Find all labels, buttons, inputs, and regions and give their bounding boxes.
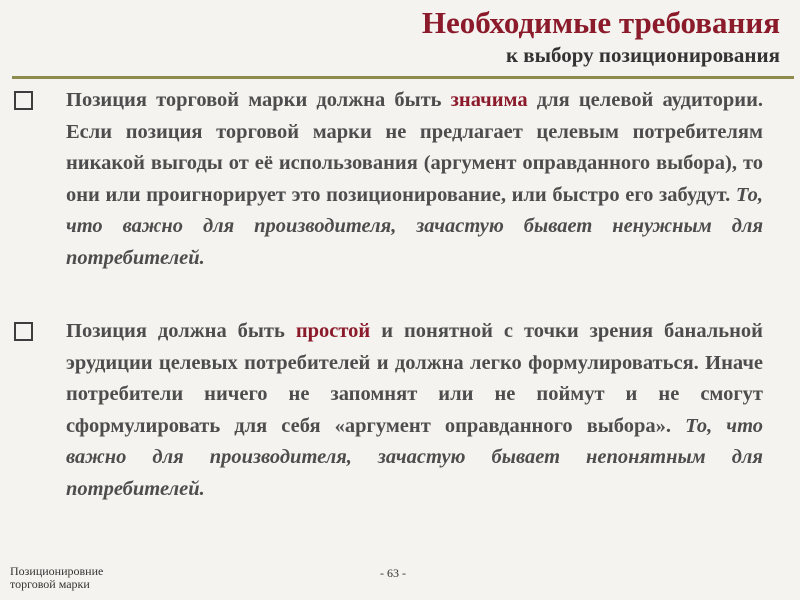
bullet-text: Позиция торговой марки должна быть: [66, 89, 451, 111]
bullet-text: Позиция должна быть: [66, 320, 296, 342]
checkbox-bullet-icon: [14, 91, 33, 110]
checkbox-bullet-inner: [18, 326, 29, 337]
page-number: - 63 -: [380, 566, 406, 580]
bullet-item-significance: [66, 85, 763, 274]
footer-label-line: торговой марки: [10, 577, 90, 591]
slide-title: Необходимые требования: [421, 5, 780, 40]
bullet-accent-word: простой: [295, 320, 371, 342]
bullet-item-simplicity: [66, 316, 763, 505]
bullet-accent-word: значима: [450, 89, 528, 111]
checkbox-bullet-icon: [14, 322, 33, 341]
bullet-text: для целевой аудитории. Если позиция торговой марки не предлагает целевым потребителям никакой выгоды от её использования (аргумент оправданного выбора), то они или проигнорирует это позиционирование, или быстро его забудут.: [66, 89, 764, 206]
footer-section-label: [10, 565, 103, 591]
checkbox-bullet-inner: [18, 95, 29, 106]
bullet-italic-note: То, что важно для производителя, зачастую бывает ненужным для потребителей.: [66, 183, 763, 269]
footer-label-line: Позиционировние: [10, 564, 104, 578]
header-divider: [12, 76, 794, 79]
bullet-italic-note: То, что важно для производителя, зачастую бывает непонятным для потребителей.: [66, 414, 763, 500]
bullet-text: и понятной с точки зрения банальной эрудиции целевых потребителей и должна легко формулироваться. Иначе потребители ничего не запомнят или не поймут и не смогут сформулировать для себя «аргумент оправданного выбора».: [66, 320, 763, 437]
slide-subtitle: к выбору позиционирования: [505, 43, 780, 67]
